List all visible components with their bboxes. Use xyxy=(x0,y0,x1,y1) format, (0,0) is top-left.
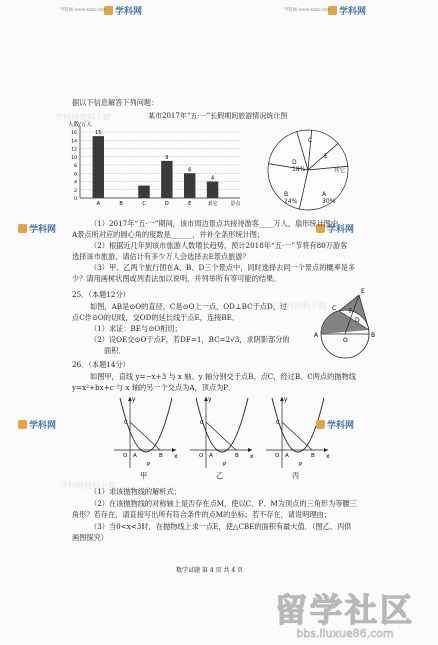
q24-part1-line2: A景点所对应的圆心角的度数是______，并补全条形统计图； xyxy=(72,230,265,239)
chart-title: 某市2017年“五·一”长假期间旅游情况统计图 xyxy=(148,112,288,120)
logo-mark-icon xyxy=(18,420,27,429)
bar-value-label: 6 xyxy=(188,167,192,174)
header-left-site: 学科网 www.zxxk.com xyxy=(60,8,107,13)
pie-label-d: D 18% xyxy=(292,159,306,173)
logo-mark-icon xyxy=(18,224,27,233)
intro-text: 据以下信息解答下列问题： xyxy=(72,98,159,107)
y-tick-label: 0 xyxy=(74,197,77,202)
x-tick-label: 景点 xyxy=(230,201,241,207)
logo-mark-icon xyxy=(316,420,325,429)
q26-part3-line2: 画图探究） xyxy=(72,533,108,542)
side-right-logo-2: 学科网 xyxy=(316,418,354,431)
q25-line1: 如图，AB是⊙O的直径，C是⊙O上一点，OD⊥BC于点D，过 xyxy=(90,302,288,311)
y-tick-label: 16 xyxy=(71,131,77,136)
graph-bing xyxy=(262,394,332,470)
q24-part3-line2: 少？请用画树状图或列表法加以说明，并列举所有等可能的结果。 xyxy=(72,274,281,283)
y-tick-label: 8 xyxy=(74,164,77,169)
label-f: F xyxy=(349,308,353,315)
y-tick-label: 4 xyxy=(74,180,77,186)
bar-value-label: 9 xyxy=(165,154,169,161)
label-o: O xyxy=(343,337,348,344)
y-tick-label: 6 xyxy=(74,172,77,178)
bar-chart xyxy=(64,120,254,212)
bar-value-label: 4 xyxy=(210,175,215,182)
label-d: D xyxy=(355,317,360,324)
q25-heading: 25．（本题12分） xyxy=(72,290,130,299)
bar-其它 xyxy=(207,182,218,199)
side-left-logo-2: 学科网 xyxy=(18,418,56,431)
label-c: C xyxy=(332,305,337,312)
y-tick-label: 10 xyxy=(71,155,77,161)
q24-part1-line1: （1）2017年“五·一”期间，该市周边景点共接待游客____万人，扇形统计图中 xyxy=(90,219,339,228)
watermark: 学科网资料下载 xyxy=(55,113,111,122)
caption-bing: 丙 xyxy=(292,471,300,480)
page-footer: 数学试题 第 4 页 共 4 页 xyxy=(176,567,244,574)
y-tick-label: 14 xyxy=(71,139,77,145)
y-tick-label: 12 xyxy=(71,147,77,153)
watermark: 学科网资料下载 xyxy=(270,301,326,310)
q25-line5: 面积． xyxy=(104,346,126,355)
x-tick-label: 其它 xyxy=(207,201,218,207)
graph-yi xyxy=(186,394,256,470)
pie-label-e: E xyxy=(324,153,328,160)
x-tick-label: E xyxy=(188,201,192,207)
q26-part3-line1: （3）当0<x<3时，在抛物线上求一点E，使△CBE的面积有最大值．（图乙、丙供 xyxy=(90,522,352,531)
label-e: E xyxy=(361,288,365,295)
banner-url: bbs.liuxue86.com xyxy=(296,627,394,640)
banner-title: 留学社区 xyxy=(274,591,416,629)
q25-line4: （2）设OE交⊙O于点F，若DF=1，BC=2√3，求阴影部分的 xyxy=(90,335,290,344)
side-left-logo: 学科网 xyxy=(18,222,56,235)
graph-jia xyxy=(110,394,180,470)
watermark: 学科网资料下载 xyxy=(60,481,116,490)
label-b: B xyxy=(371,332,376,339)
q24-part2-line2: 选择该市旅游，请估计有多少万人会选择去E景点旅游？ xyxy=(72,252,250,261)
q26-heading: 26．（本题14分） xyxy=(72,360,130,369)
side-right-logo: 学科网 xyxy=(316,222,354,235)
q24-part3-line1: （3）甲、乙两个旅行团在A、B、D三个景点中，同时选择去同一个景点的概率是多 xyxy=(90,263,356,272)
x-tick-label: C xyxy=(142,201,146,207)
y-axis-label: 人数/万人 xyxy=(68,122,92,128)
x-tick-label: B xyxy=(119,201,123,207)
header-left-logo: 学科网 xyxy=(104,4,142,17)
pie-chart xyxy=(262,124,354,216)
bar-C xyxy=(138,186,149,198)
q26-line1: 如图甲，直线 y=−x+3 与 x 轴、y 轴分别交于点B、点C，经过B、C两点的抛物线 xyxy=(90,372,356,381)
q26-part2-line1: （2）在该抛物线的对称轴上是否存在点M，使以C、P、M为顶点的三角形为等腰三 xyxy=(90,499,357,508)
x-tick-label: D xyxy=(164,201,169,207)
q25-line2: 点C作⊙O的切线，交OD的延长线于点E，连接BE． xyxy=(72,313,240,322)
q25-line3: （1）求证：BE与⊙O相切； xyxy=(90,324,182,333)
bar-D xyxy=(161,161,172,198)
caption-jia: 甲 xyxy=(140,471,148,480)
caption-yi: 乙 xyxy=(216,471,224,480)
y-tick-label: 2 xyxy=(74,188,77,194)
header-right-logo: 学科网 xyxy=(328,4,366,17)
liuxue-banner xyxy=(253,585,433,640)
q24-part2-line1: （2）根据近几年到该市旅游人数增长趋势，预计2018年“五·一”节将有80万游客 xyxy=(90,241,348,250)
pie-label-a: A 30% xyxy=(322,191,336,205)
pie-label-b: B 24% xyxy=(284,191,298,205)
label-a: A xyxy=(314,332,319,339)
bar-value-label: 15 xyxy=(95,130,102,137)
pie-label-other: 其它 xyxy=(334,168,346,174)
pie-label-c: C xyxy=(308,137,313,144)
bar-E xyxy=(184,173,195,198)
q25-geometry-figure xyxy=(295,282,385,362)
q26-part1: （1）求该抛物线的解析式； xyxy=(90,487,181,496)
q26-part2-line2: 角形？若存在，请直接写出所有符合条件的点M的坐标；若不存在，请说明理由； xyxy=(72,510,331,519)
x-tick-label: A xyxy=(96,201,100,207)
header-right-site: 学科网 www.zxxk.com xyxy=(284,8,331,13)
q26-line2: y=x²+bx+c 与 x 轴的另一个交点为A，顶点为P． xyxy=(72,383,236,392)
bar-A xyxy=(93,136,104,198)
